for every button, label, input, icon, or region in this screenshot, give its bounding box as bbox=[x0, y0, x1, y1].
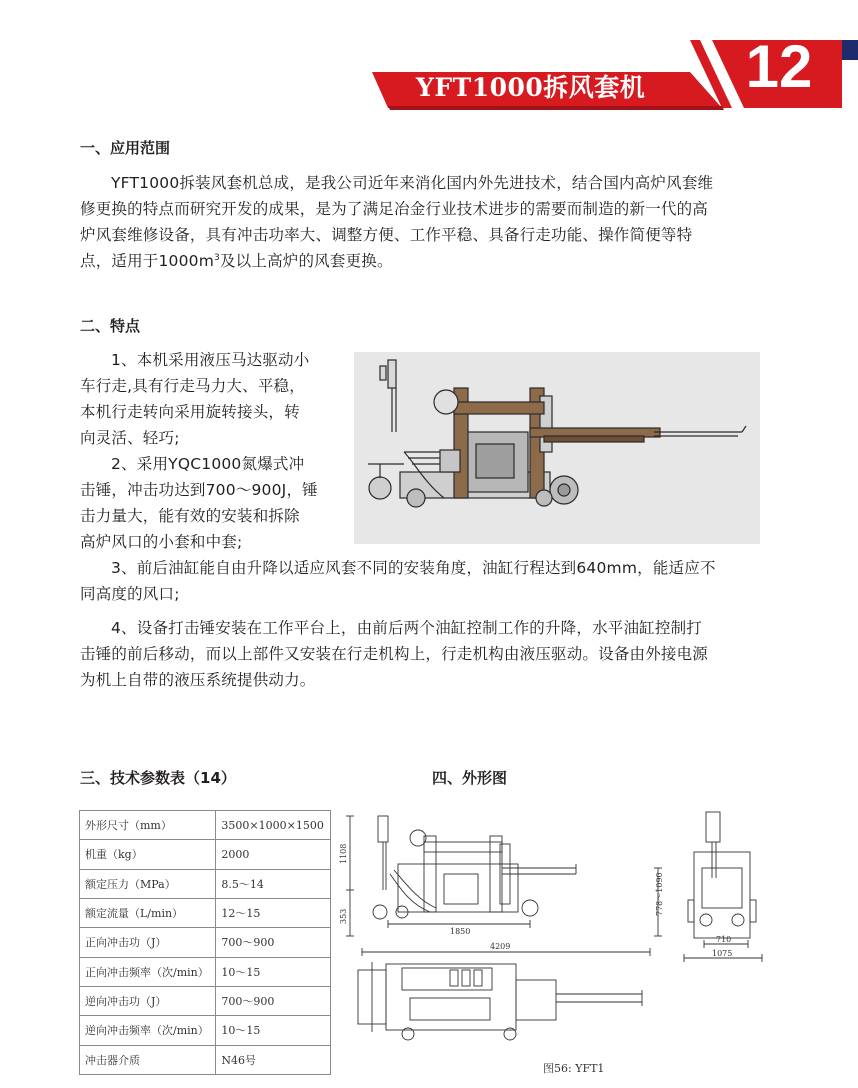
dim-1075: 1075 bbox=[712, 949, 733, 958]
feature-line: 击锤，冲击功达到700～900J，锤 bbox=[80, 481, 318, 499]
param-key: 额定流量（L/min） bbox=[80, 898, 216, 927]
param-key: 逆向冲击频率（次/min） bbox=[80, 1016, 216, 1045]
dim-4209: 4209 bbox=[490, 942, 511, 951]
feature-line: 向灵活、轻巧; bbox=[80, 429, 180, 447]
page-number: 12 bbox=[745, 33, 813, 100]
line-tail: 及以上高炉的风套更换。 bbox=[219, 252, 393, 270]
feature-line: 车行走,具有行走马力大、平稳， bbox=[80, 377, 305, 395]
param-value: N46号 bbox=[216, 1045, 331, 1074]
param-value: 8.5～14 bbox=[216, 869, 331, 898]
param-value: 700～900 bbox=[216, 986, 331, 1015]
figure-caption: 图56: YFT1 bbox=[543, 1062, 605, 1075]
feature-line: 2、采用YQC1000氮爆式冲 bbox=[111, 455, 305, 473]
param-value: 12～15 bbox=[216, 898, 331, 927]
param-table bbox=[79, 810, 331, 1075]
front-view-drawing bbox=[676, 808, 782, 968]
param-key: 机重（kg） bbox=[80, 840, 216, 869]
table-row bbox=[80, 898, 331, 927]
superscript: 3 bbox=[214, 252, 220, 263]
table-row bbox=[80, 928, 331, 957]
param-key: 正向冲击功（J） bbox=[80, 928, 216, 957]
top-view-drawing bbox=[350, 940, 660, 1058]
section1-line: 修更换的特点而研究开发的成果，是为了满足冶金行业技术进步的需要而制造的新一代的高 bbox=[80, 200, 709, 218]
table-row bbox=[80, 840, 331, 869]
param-key: 逆向冲击功（J） bbox=[80, 986, 216, 1015]
section1-line bbox=[80, 248, 760, 274]
section1-line: YFT1000拆装风套机总成，是我公司近年来消化国内外先进技术，结合国内高炉风套维 bbox=[111, 174, 714, 192]
dim-1108: 1108 bbox=[339, 843, 348, 864]
section1-line: 炉风套维修设备，具有冲击功率大、调整方便、工作平稳、具备行走功能、操作简便等特 bbox=[80, 226, 693, 244]
table-row bbox=[80, 1016, 331, 1045]
header-banner bbox=[0, 0, 858, 120]
section1-heading: 一、应用范围 bbox=[80, 139, 171, 157]
machine-illustration bbox=[354, 352, 760, 544]
section2-narrow-body bbox=[80, 347, 346, 555]
feature-line: 高炉风口的小套和中套; bbox=[80, 533, 243, 551]
side-view-drawing bbox=[340, 808, 675, 943]
feature-line: 1、本机采用液压马达驱动小 bbox=[111, 351, 310, 369]
param-key: 正向冲击频率（次/min） bbox=[80, 957, 216, 986]
param-value: 3500×1000×1500 bbox=[216, 811, 331, 840]
dim-778-1090: 778～1090 bbox=[655, 872, 664, 916]
page-title: YFT1000拆风套机 bbox=[416, 73, 646, 102]
table-row bbox=[80, 986, 331, 1015]
param-key: 外形尺寸（mm） bbox=[80, 811, 216, 840]
param-value: 700～900 bbox=[216, 928, 331, 957]
param-value: 10～15 bbox=[216, 1016, 331, 1045]
dim-1850: 1850 bbox=[450, 927, 471, 936]
section1-body bbox=[80, 170, 760, 274]
dim-353: 353 bbox=[339, 908, 348, 924]
section2-wide-body bbox=[80, 555, 764, 693]
param-key: 额定压力（MPa） bbox=[80, 869, 216, 898]
feature-line: 击力量大，能有效的安装和拆除 bbox=[80, 507, 300, 525]
feature-line: 为机上自带的液压系统提供动力。 bbox=[80, 671, 316, 689]
feature-line: 同高度的风口; bbox=[80, 585, 180, 603]
feature-line: 3、前后油缸能自由升降以适应风套不同的安装角度，油缸行程达到640mm，能适应不 bbox=[111, 559, 716, 577]
param-value: 2000 bbox=[216, 840, 331, 869]
table-row bbox=[80, 869, 331, 898]
section4-heading: 四、外形图 bbox=[432, 769, 508, 787]
section3-heading: 三、技术参数表（14） bbox=[80, 769, 236, 787]
param-value: 10～15 bbox=[216, 957, 331, 986]
feature-line: 本机行走转向采用旋转接头，转 bbox=[80, 403, 300, 421]
dim-710: 710 bbox=[716, 935, 732, 944]
table-row bbox=[80, 957, 331, 986]
feature-line: 击锤的前后移动，而以上部件又安装在行走机构上，行走机构由液压驱动。设备由外接电源 bbox=[80, 645, 709, 663]
table-row bbox=[80, 1045, 331, 1074]
param-key: 冲击器介质 bbox=[80, 1045, 216, 1074]
line-start: 点，适用于1000m bbox=[80, 252, 215, 270]
section2-heading: 二、特点 bbox=[80, 317, 141, 335]
machine-drawing bbox=[354, 352, 760, 544]
feature-line: 4、设备打击锤安装在工作平台上，由前后两个油缸控制工作的升降，水平油缸控制打 bbox=[111, 619, 702, 637]
table-row bbox=[80, 811, 331, 840]
